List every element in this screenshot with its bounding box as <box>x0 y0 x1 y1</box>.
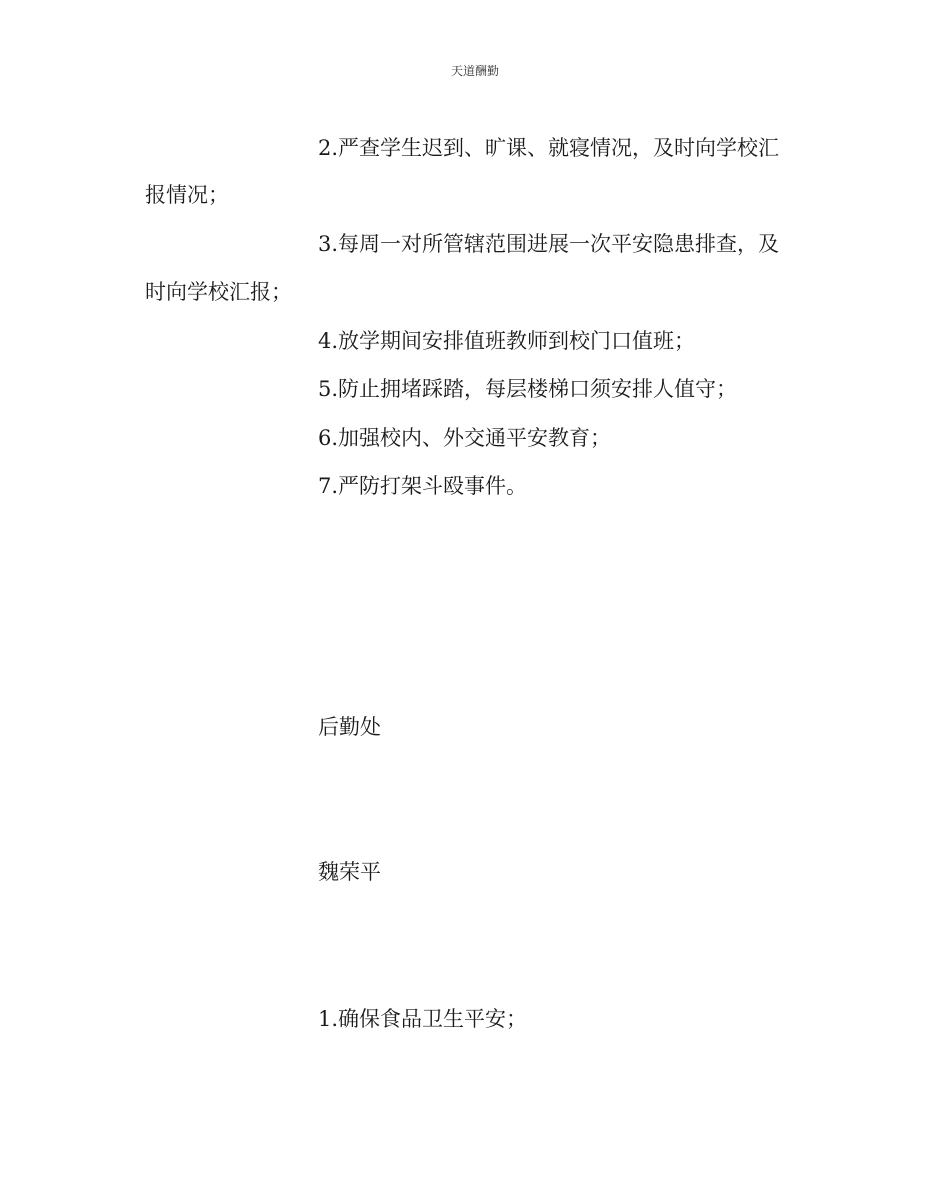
item-2-line-1: 2.严查学生迟到、旷课、就寝情况，及时向学校汇 <box>318 136 780 160</box>
item-2-line-2: 报情况； <box>145 183 229 207</box>
department-heading: 后勤处 <box>318 715 381 739</box>
item-4: 4.放学期间安排值班教师到校门口值班； <box>318 329 696 353</box>
next-item-1: 1.确保食品卫生平安； <box>318 1007 528 1031</box>
item-6: 6.加强校内、外交通平安教育； <box>318 426 612 450</box>
item-3-line-1: 3.每周一对所管辖范围进展一次平安隐患排查，及 <box>318 232 780 256</box>
item-5: 5.防止拥堵踩踏，每层楼梯口须安排人值守； <box>318 377 738 401</box>
item-7: 7.严防打架斗殴事件。 <box>318 474 528 498</box>
item-3-line-2: 时向学校汇报； <box>145 280 292 304</box>
page-header: 天道酬勤 <box>450 64 499 78</box>
responsible-person: 魏荣平 <box>318 860 381 884</box>
